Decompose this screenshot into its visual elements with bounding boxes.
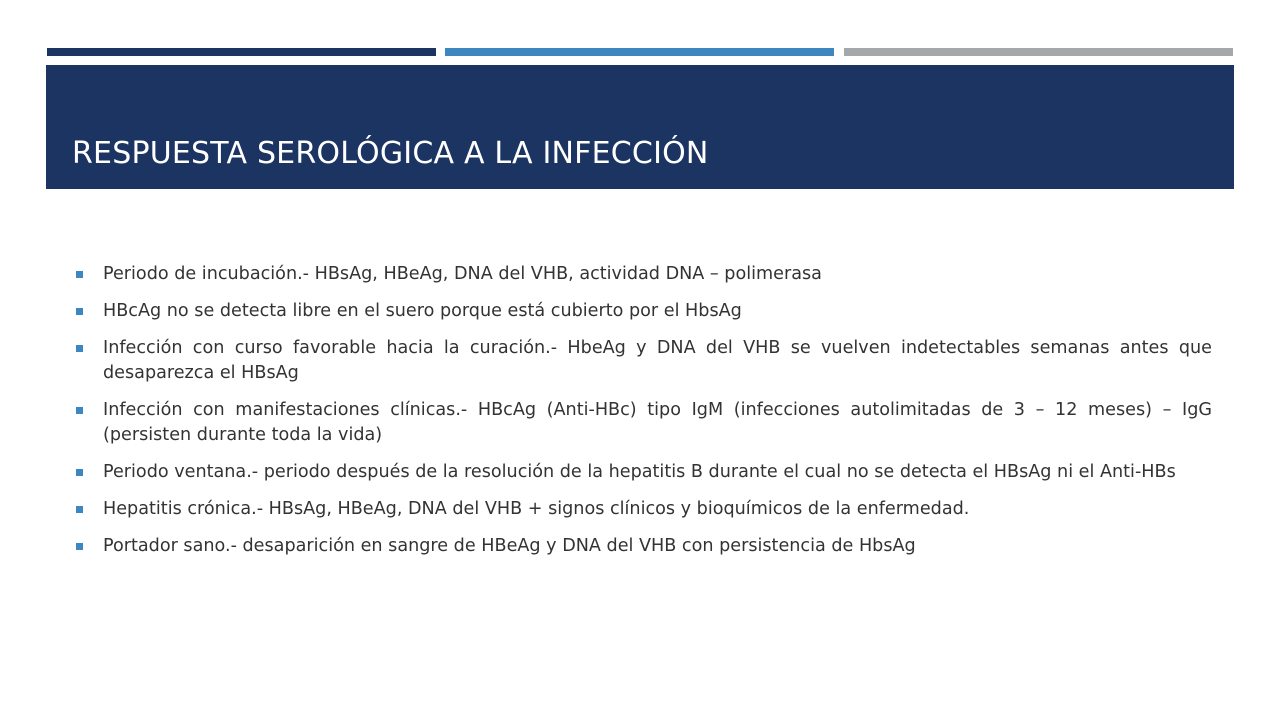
square-bullet-icon <box>76 506 83 513</box>
square-bullet-icon <box>76 271 83 278</box>
bullet-text: Periodo ventana.- periodo después de la resolución de la hepatitis B durante el cual no se detecta el HBsAg ni el Anti-HBs <box>103 462 1176 482</box>
bullet-text: Infección con manifestaciones clínicas.- HBcAg (Anti-HBc) tipo IgM (infecciones autolimitadas de 3 – 12 meses) – IgG (persisten durante toda la vida) <box>103 400 1212 445</box>
bullet-text: Portador sano.- desaparición en sangre de HBeAg y DNA del VHB con persistencia de HbsAg <box>103 536 916 556</box>
bullet-text: Hepatitis crónica.- HBsAg, HBeAg, DNA del VHB + signos clínicos y bioquímicos de la enfermedad. <box>103 499 970 519</box>
bullet-text: Infección con curso favorable hacia la curación.- HbeAg y DNA del VHB se vuelven indetectables semanas antes que desaparezca el HBsAg <box>103 338 1212 383</box>
square-bullet-icon <box>76 345 83 352</box>
bullet-text: HBcAg no se detecta libre en el suero porque está cubierto por el HbsAg <box>103 301 742 321</box>
bullet-list <box>76 262 1212 559</box>
square-bullet-icon <box>76 407 83 414</box>
bullet-item <box>76 460 1212 485</box>
accent-bar-navy <box>47 48 436 56</box>
square-bullet-icon <box>76 469 83 476</box>
accent-bar-blue <box>445 48 834 56</box>
bullet-item <box>76 534 1212 559</box>
slide-title: RESPUESTA SEROLÓGICA A LA INFECCIÓN <box>72 136 709 171</box>
bullet-item <box>76 262 1212 287</box>
square-bullet-icon <box>76 543 83 550</box>
bullet-item <box>76 336 1212 386</box>
bullet-item <box>76 398 1212 448</box>
accent-bar-gray <box>844 48 1233 56</box>
bullet-text: Periodo de incubación.- HBsAg, HBeAg, DNA del VHB, actividad DNA – polimerasa <box>103 264 822 284</box>
square-bullet-icon <box>76 308 83 315</box>
bullet-item <box>76 497 1212 522</box>
bullet-item <box>76 299 1212 324</box>
slide-content <box>76 262 1212 571</box>
title-band <box>46 65 1234 189</box>
